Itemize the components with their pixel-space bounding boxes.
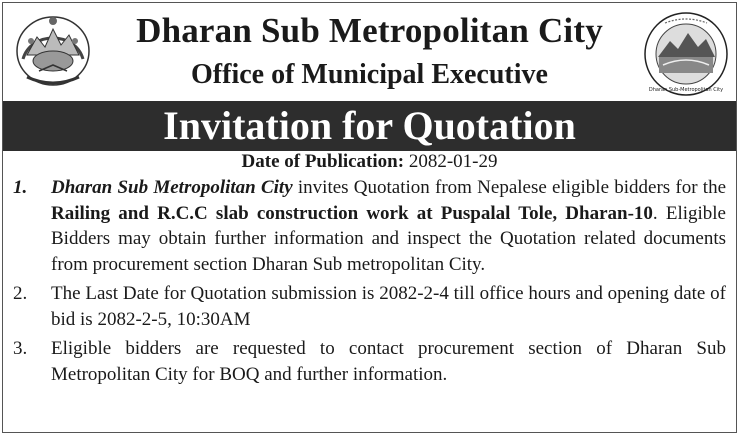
dharan-municipality-seal-icon <box>643 11 729 97</box>
publication-date-value: 2082-01-29 <box>408 151 498 172</box>
list-item <box>3 281 726 332</box>
page-title: Dharan Sub Metropolitan City <box>136 11 603 50</box>
item-number: 2. <box>13 283 28 304</box>
publication-date <box>3 151 736 173</box>
item-text: invites Quotation from Nepalese eligible bidders for the <box>292 177 727 198</box>
list-item <box>3 175 726 277</box>
notice-banner: Invitation for Quotation <box>3 101 736 151</box>
quotation-notice <box>2 2 737 433</box>
item-number: 3. <box>13 338 28 359</box>
item-text-city: Dharan Sub Metropolitan City <box>51 177 293 198</box>
page-subtitle: Office of Municipal Executive <box>191 59 548 90</box>
publication-date-label: Date of Publication: <box>241 151 405 172</box>
notice-header <box>3 3 736 103</box>
seal-text: Dharan Sub-Metropolitan City <box>648 87 724 93</box>
item-text: . Eligible Bidders may obtain further information and inspect the Quotation related documents from procurement section Dharan Sub metropolitan City. <box>51 202 726 275</box>
item-text: The Last Date for Quotation submission is 2082-2-4 till office hours and opening date of bid is 2082-2-5, 10:30AM <box>51 283 726 330</box>
item-number: 1. <box>13 177 28 198</box>
item-text-work: Railing and R.C.C slab construction work at Puspalal Tole, Dharan-10 <box>51 202 653 224</box>
notice-items <box>3 175 726 391</box>
item-text: Eligible bidders are requested to contact procurement section of Dharan Sub Metropolitan City for BOQ and further information. <box>51 338 726 385</box>
list-item <box>3 336 726 387</box>
